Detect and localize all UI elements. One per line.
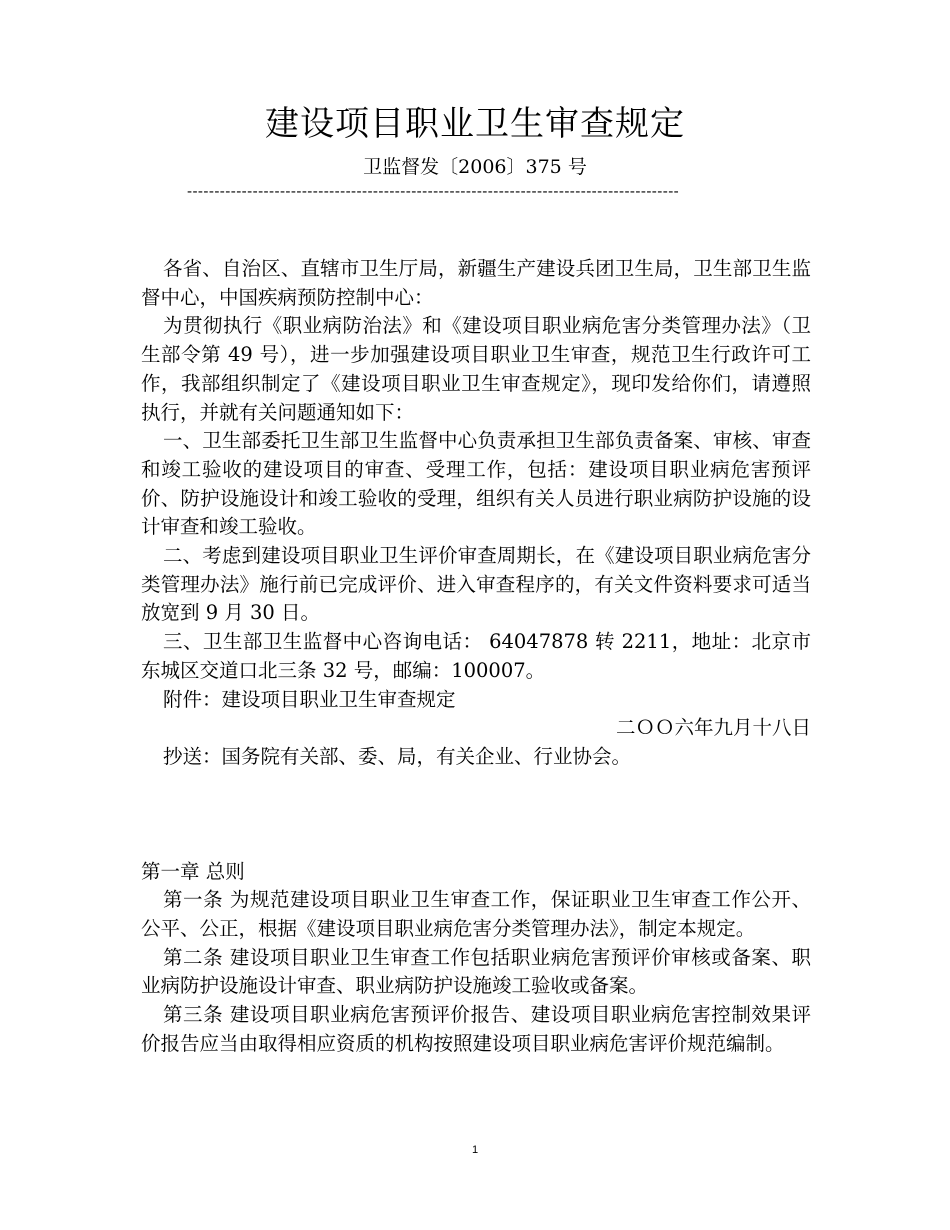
document-number: 卫监督发〔2006〕375 号 <box>363 156 587 178</box>
attachment-line: 附件：建设项目职业卫生审查规定 <box>163 687 456 711</box>
article-2: 第二条 建设项目职业卫生审查工作包括职业病危害预评价审核或备案、职业病防护设施设计审查、职业病防护设施竣工验收或备案。 <box>141 945 811 998</box>
notice-item-2: 二、考虑到建设项目职业卫生评价审查周期长，在《建设项目职业病危害分类管理办法》施行前已完成评价、进入审查程序的，有关文件资料要求可适当放宽到 9 月 30 日。 <box>141 544 811 625</box>
document-title: 建设项目职业卫生审查规定 <box>265 104 685 144</box>
notice-item-1: 一、卫生部委托卫生部卫生监督中心负责承担卫生部负责备案、审核、审查和竣工验收的建设项目的审查、受理工作，包括：建设项目职业病危害预评价、防护设施设计和竣工验收的受理，组织有关人员进行职业病防护设施的设计审查和竣工验收。 <box>141 429 811 539</box>
cc-line: 抄送：国务院有关部、委、局，有关企业、行业协会。 <box>163 744 632 768</box>
issue-date: 二ＯＯ六年九月十八日 <box>615 716 811 740</box>
article-1: 第一条 为规范建设项目职业卫生审查工作，保证职业卫生审查工作公开、公平、公正，根据《建设项目职业病危害分类管理办法》，制定本规定。 <box>141 888 811 941</box>
article-3: 第三条 建设项目职业病危害预评价报告、建设项目职业病危害控制效果评价报告应当由取得相应资质的机构按照建设项目职业病危害评价规范编制。 <box>141 1003 811 1055</box>
dashed-divider: ------------------------------------------------------------------------------------------ <box>187 182 680 200</box>
intro-paragraph: 为贯彻执行《职业病防治法》和《建设项目职业病危害分类管理办法》（卫生部令第 49 号），进一步加强建设项目职业卫生审查，规范卫生行政许可工作，我部组织制定了《建设项目职业卫生审查规定》，现印发给你们，请遵照执行，并就有关问题通知如下： <box>141 314 811 424</box>
notice-item-3: 三、卫生部卫生监督中心咨询电话： 64047878 转 2211，地址：北京市东城区交道口北三条 32 号，邮编：100007。 <box>141 630 811 682</box>
document-body <box>141 255 811 1059</box>
addressee-paragraph: 各省、自治区、直辖市卫生厅局，新疆生产建设兵团卫生局，卫生部卫生监督中心，中国疾病预防控制中心： <box>141 257 811 309</box>
page-number: 1 <box>471 1144 479 1156</box>
chapter-heading: 第一章 总则 <box>141 859 245 883</box>
section-gap <box>141 772 811 858</box>
